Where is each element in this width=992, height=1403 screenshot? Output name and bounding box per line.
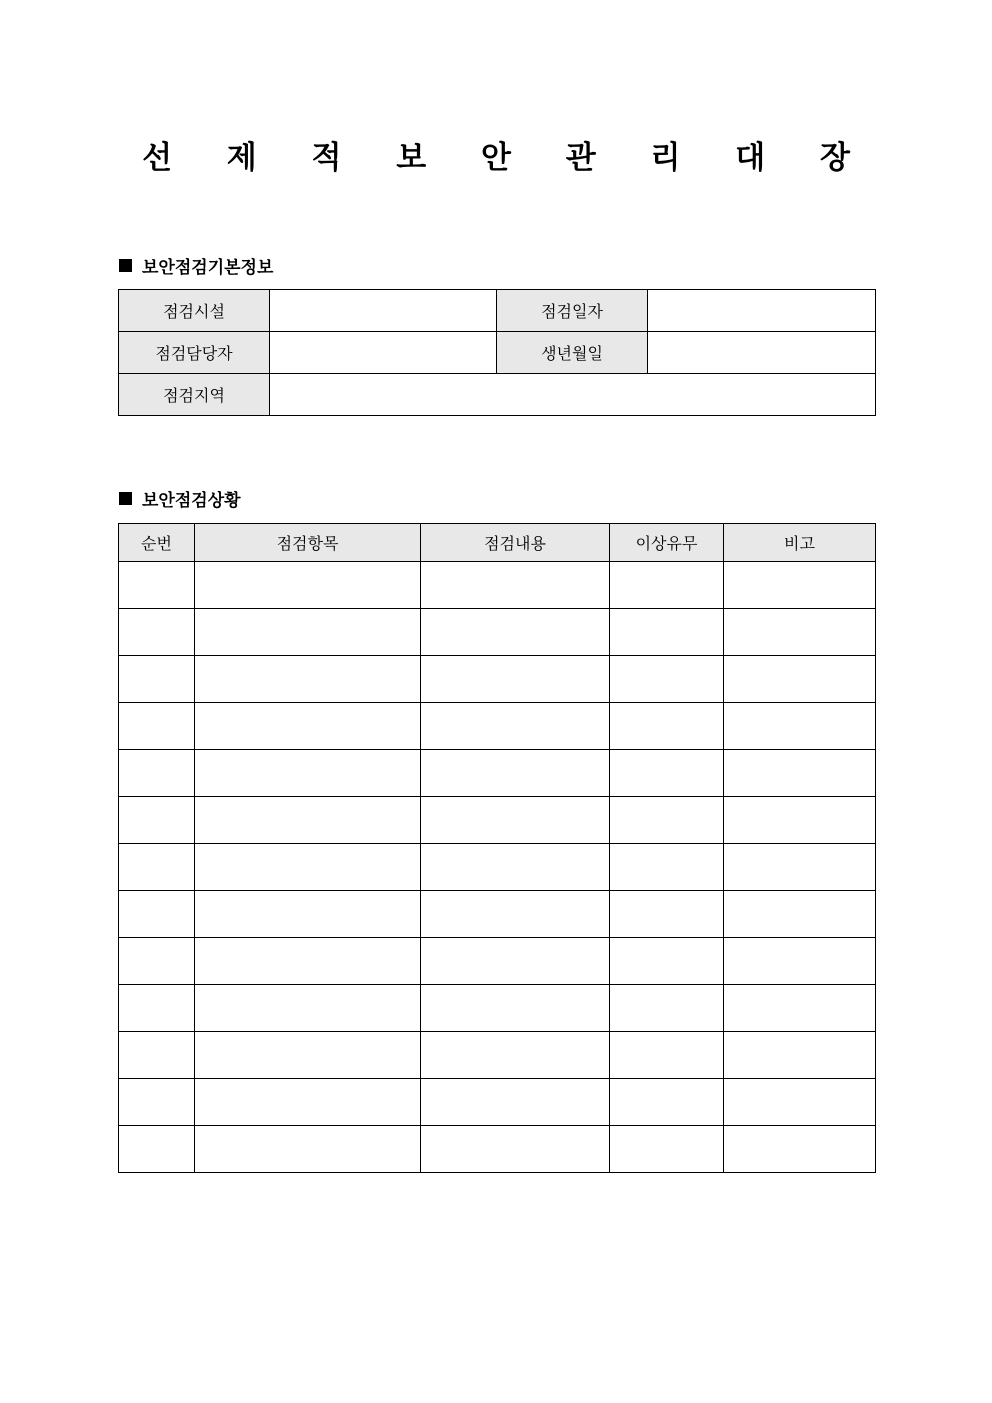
number-cell[interactable] — [119, 562, 195, 609]
birth-label: 생년월일 — [497, 332, 648, 374]
facility-label: 점검시설 — [119, 290, 270, 332]
content-cell[interactable] — [421, 656, 610, 703]
content-cell[interactable] — [421, 1032, 610, 1079]
content-cell[interactable] — [421, 609, 610, 656]
birth-field[interactable] — [648, 332, 876, 374]
anomaly-cell[interactable] — [610, 797, 724, 844]
page-title: 선 제 적 보 안 관 리 대 장 — [142, 140, 872, 176]
anomaly-cell[interactable] — [610, 938, 724, 985]
table-row — [119, 1079, 876, 1126]
number-cell[interactable] — [119, 844, 195, 891]
basic-info-table — [118, 289, 876, 416]
column-header-anomaly: 이상유무 — [610, 524, 724, 562]
note-cell[interactable] — [724, 750, 876, 797]
item-cell[interactable] — [195, 1079, 421, 1126]
status-table-body — [119, 562, 876, 1173]
anomaly-cell[interactable] — [610, 750, 724, 797]
note-cell[interactable] — [724, 703, 876, 750]
info-row — [119, 332, 876, 374]
number-cell[interactable] — [119, 656, 195, 703]
date-label: 점검일자 — [497, 290, 648, 332]
status-heading-text: 보안점검상황 — [142, 491, 241, 511]
table-row — [119, 703, 876, 750]
status-heading — [119, 486, 241, 511]
item-cell[interactable] — [195, 609, 421, 656]
square-bullet-icon — [119, 492, 132, 505]
number-cell[interactable] — [119, 1079, 195, 1126]
number-cell[interactable] — [119, 609, 195, 656]
anomaly-cell[interactable] — [610, 891, 724, 938]
item-cell[interactable] — [195, 797, 421, 844]
item-cell[interactable] — [195, 750, 421, 797]
table-row — [119, 844, 876, 891]
table-row — [119, 562, 876, 609]
note-cell[interactable] — [724, 985, 876, 1032]
item-cell[interactable] — [195, 844, 421, 891]
status-table — [118, 523, 876, 1173]
item-cell[interactable] — [195, 703, 421, 750]
content-cell[interactable] — [421, 562, 610, 609]
column-header-number: 순번 — [119, 524, 195, 562]
status-header-row — [119, 524, 876, 562]
table-row — [119, 797, 876, 844]
number-cell[interactable] — [119, 703, 195, 750]
info-row — [119, 374, 876, 416]
note-cell[interactable] — [724, 656, 876, 703]
content-cell[interactable] — [421, 797, 610, 844]
note-cell[interactable] — [724, 1032, 876, 1079]
number-cell[interactable] — [119, 797, 195, 844]
square-bullet-icon — [119, 259, 132, 272]
item-cell[interactable] — [195, 656, 421, 703]
number-cell[interactable] — [119, 891, 195, 938]
note-cell[interactable] — [724, 938, 876, 985]
item-cell[interactable] — [195, 938, 421, 985]
column-header-content: 점검내용 — [421, 524, 610, 562]
item-cell[interactable] — [195, 562, 421, 609]
anomaly-cell[interactable] — [610, 656, 724, 703]
content-cell[interactable] — [421, 938, 610, 985]
content-cell[interactable] — [421, 1079, 610, 1126]
manager-field[interactable] — [270, 332, 497, 374]
number-cell[interactable] — [119, 1032, 195, 1079]
number-cell[interactable] — [119, 985, 195, 1032]
content-cell[interactable] — [421, 985, 610, 1032]
table-row — [119, 985, 876, 1032]
facility-field[interactable] — [270, 290, 497, 332]
content-cell[interactable] — [421, 844, 610, 891]
note-cell[interactable] — [724, 609, 876, 656]
number-cell[interactable] — [119, 1126, 195, 1173]
item-cell[interactable] — [195, 985, 421, 1032]
note-cell[interactable] — [724, 1126, 876, 1173]
anomaly-cell[interactable] — [610, 562, 724, 609]
region-label: 점검지역 — [119, 374, 270, 416]
anomaly-cell[interactable] — [610, 1079, 724, 1126]
note-cell[interactable] — [724, 562, 876, 609]
basic-info-heading-text: 보안점검기본정보 — [142, 258, 274, 278]
date-field[interactable] — [648, 290, 876, 332]
table-row — [119, 938, 876, 985]
note-cell[interactable] — [724, 1079, 876, 1126]
item-cell[interactable] — [195, 1126, 421, 1173]
anomaly-cell[interactable] — [610, 985, 724, 1032]
note-cell[interactable] — [724, 891, 876, 938]
note-cell[interactable] — [724, 797, 876, 844]
number-cell[interactable] — [119, 938, 195, 985]
note-cell[interactable] — [724, 844, 876, 891]
table-row — [119, 656, 876, 703]
manager-label: 점검담당자 — [119, 332, 270, 374]
content-cell[interactable] — [421, 703, 610, 750]
table-row — [119, 891, 876, 938]
content-cell[interactable] — [421, 1126, 610, 1173]
column-header-note: 비고 — [724, 524, 876, 562]
item-cell[interactable] — [195, 891, 421, 938]
table-row — [119, 1126, 876, 1173]
anomaly-cell[interactable] — [610, 1126, 724, 1173]
item-cell[interactable] — [195, 1032, 421, 1079]
content-cell[interactable] — [421, 891, 610, 938]
column-header-item: 점검항목 — [195, 524, 421, 562]
table-row — [119, 750, 876, 797]
anomaly-cell[interactable] — [610, 844, 724, 891]
region-field[interactable] — [270, 374, 876, 416]
number-cell[interactable] — [119, 750, 195, 797]
anomaly-cell[interactable] — [610, 703, 724, 750]
anomaly-cell[interactable] — [610, 1032, 724, 1079]
table-row — [119, 1032, 876, 1079]
anomaly-cell[interactable] — [610, 609, 724, 656]
info-row — [119, 290, 876, 332]
basic-info-heading — [119, 253, 273, 278]
table-row — [119, 609, 876, 656]
content-cell[interactable] — [421, 750, 610, 797]
